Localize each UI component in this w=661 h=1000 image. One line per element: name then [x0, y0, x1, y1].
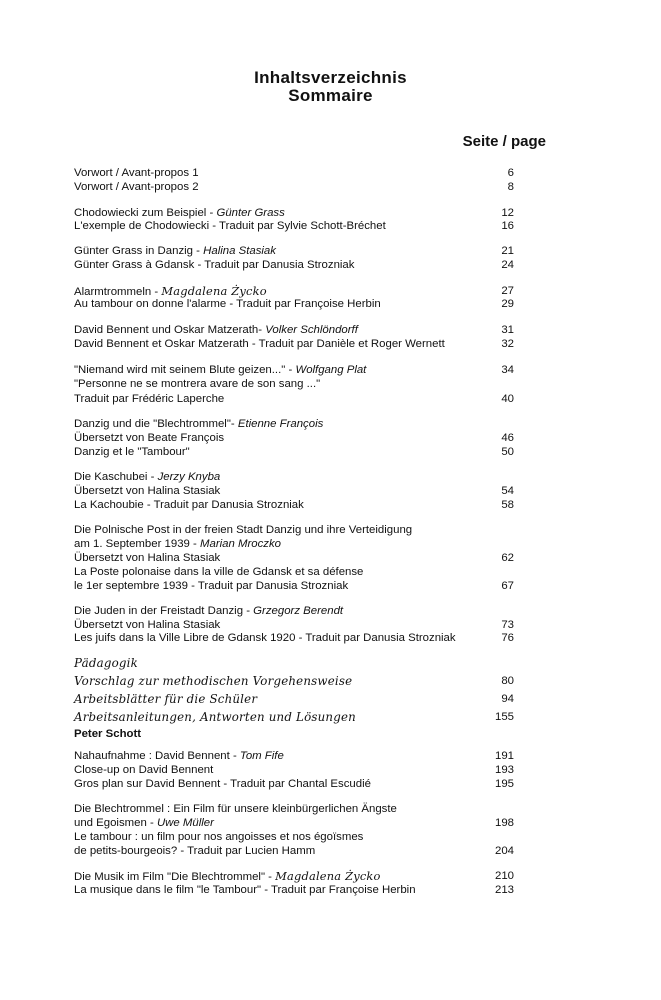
- toc-entry: [74, 244, 514, 258]
- toc-entry-title: [74, 802, 397, 816]
- toc-entry-author: Jerzy Knyba: [157, 471, 221, 483]
- toc-entry: [74, 323, 514, 337]
- toc-entry: [74, 392, 514, 406]
- toc-entry: [74, 498, 514, 512]
- toc-entry-title: [74, 166, 199, 180]
- toc-entry-text: La Poste polonaise dans la ville de Gdansk et sa défense: [74, 566, 364, 578]
- toc-entry-title: [74, 392, 224, 406]
- toc-entry-text: Nahaufnahme : David Bennent -: [74, 750, 240, 762]
- toc-entry-title: [74, 258, 354, 272]
- toc-section-heading: Vorschlag zur methodischen Vorgehensweise: [74, 674, 353, 688]
- toc-section-heading: Arbeitsanleitungen, Antworten und Lösungen: [74, 710, 356, 724]
- toc-entry-title: [74, 727, 141, 741]
- toc-entry-author: Grzegorz Berendt: [253, 605, 344, 617]
- toc-entry-title: [74, 363, 366, 377]
- toc-entry-text: Günter Grass à Gdansk - Traduit par Danusia Strozniak: [74, 259, 355, 271]
- toc-entry-title: [74, 377, 320, 391]
- toc-entry-title: [74, 431, 224, 445]
- toc-entry-page-number: 6: [507, 167, 514, 179]
- toc-entry-title: [74, 579, 348, 593]
- toc-entry: [74, 869, 514, 883]
- toc-entry: [74, 777, 514, 791]
- page-title-german: Inhaltsverzeichnis: [254, 68, 407, 87]
- toc-entry-page-number: 12: [501, 207, 514, 219]
- toc-entry: [74, 579, 514, 593]
- toc-entry: [74, 484, 514, 498]
- toc-entry-title: [74, 219, 386, 233]
- toc-entry: [74, 377, 514, 391]
- toc-entry-title: [74, 180, 199, 194]
- toc-entry-author: Magdalena Życko: [275, 869, 381, 883]
- toc-section-heading: Pädagogik: [74, 656, 138, 670]
- toc-entry-title: [74, 777, 371, 791]
- toc-entry-page-number: 31: [501, 324, 514, 336]
- toc-entry-text: am 1. September 1939 -: [74, 538, 200, 550]
- toc-entry: [74, 431, 514, 445]
- toc-entry-text: Übersetzt von Halina Stasiak: [74, 619, 221, 631]
- toc-entry-page-number: 34: [501, 364, 514, 376]
- toc-entry-title: [74, 883, 416, 897]
- toc-entry-title: [74, 337, 445, 351]
- toc-entry-author: Magdalena Życko: [161, 284, 267, 298]
- page-title-french: Sommaire: [288, 86, 373, 105]
- toc-entry: [74, 727, 514, 741]
- toc-entry-title: [74, 484, 220, 498]
- toc-entry-page-number: 67: [501, 580, 514, 592]
- toc-entry-page-number: 54: [501, 485, 514, 497]
- toc-entry: [74, 631, 514, 645]
- toc-entry-text: La Kachoubie - Traduit par Danusia Strozniak: [74, 499, 304, 511]
- toc-entry-title: [74, 844, 315, 858]
- toc-entry-page-number: 191: [494, 750, 514, 762]
- toc-section-heading: Arbeitsblätter für die Schüler: [74, 692, 258, 706]
- toc-entry-text: "Personne ne se montrera avare de son sang ...": [74, 378, 321, 390]
- toc-entry-title: [74, 323, 358, 337]
- toc-entry-title: [74, 206, 285, 220]
- toc-entry-title: [74, 674, 352, 689]
- toc-entry-text: Danzig und die "Blechtrommel"-: [74, 418, 238, 430]
- toc-entry-page-number: 62: [501, 552, 514, 564]
- toc-entry-text: David Bennent und Oskar Matzerath-: [74, 324, 266, 336]
- toc-entry-author: Volker Schlöndorff: [265, 324, 358, 336]
- toc-entry: [74, 297, 514, 311]
- toc-entry: [74, 749, 514, 763]
- toc-entry-title: [74, 523, 412, 537]
- toc-entry-text: Alarmtrommeln -: [74, 286, 162, 298]
- toc-entry-author: Tom Fife: [239, 750, 284, 762]
- toc-entry-page-number: 155: [494, 711, 514, 723]
- toc-entry-text: Les juifs dans la Ville Libre de Gdansk 1920 - Traduit par Danusia Strozniak: [74, 632, 456, 644]
- toc-entry-page-number: 76: [501, 632, 514, 644]
- toc-entry: [74, 284, 514, 298]
- toc-entry-author: Günter Grass: [216, 207, 285, 219]
- toc-entry: [74, 363, 514, 377]
- toc-entry-text: Vorwort / Avant-propos 2: [74, 181, 199, 193]
- toc-entry: [74, 802, 514, 816]
- toc-entry-page-number: 94: [501, 693, 514, 705]
- toc-entry: [74, 206, 514, 220]
- toc-entry-text: Übersetzt von Halina Stasiak: [74, 552, 221, 564]
- toc-entry-title: [74, 710, 356, 725]
- toc-entry-author: Marian Mroczko: [200, 538, 282, 550]
- toc-entry-text: L'exemple de Chodowiecki - Traduit par Sylvie Schott-Bréchet: [74, 220, 386, 232]
- toc-entry-title: [74, 565, 363, 579]
- toc-entry-title: [74, 869, 381, 884]
- toc-entry: [74, 830, 514, 844]
- toc-entry-text: Close-up on David Bennent: [74, 764, 214, 776]
- toc-entry-title: [74, 763, 213, 777]
- toc-entry-text: David Bennent et Oskar Matzerath - Traduit par Danièle et Roger Wernett: [74, 338, 445, 350]
- toc-entry: [74, 710, 514, 724]
- toc-entry-author: Uwe Müller: [156, 817, 214, 829]
- toc-entry-title: [74, 551, 220, 565]
- toc-entry-text: Die Musik im Film "Die Blechtrommel" -: [74, 871, 276, 883]
- toc-entry-title: [74, 816, 214, 830]
- toc-entry-text: Die Kaschubei -: [74, 471, 158, 483]
- toc-entry-page-number: 29: [501, 298, 514, 310]
- toc-entry-text: le 1er septembre 1939 - Traduit par Danusia Strozniak: [74, 580, 349, 592]
- toc-entry: [74, 523, 514, 537]
- toc-entry-page-number: 58: [501, 499, 514, 511]
- toc-entry-title: [74, 244, 276, 258]
- toc-entry-page-number: 195: [494, 778, 514, 790]
- toc-entry-text: Die Blechtrommel : Ein Film für unsere kleinbürgerlichen Ängste: [74, 803, 397, 815]
- toc-entry-page-number: 21: [501, 245, 514, 257]
- toc-entry-text: de petits-bourgeois? - Traduit par Lucien Hamm: [74, 845, 316, 857]
- toc-entry-text: Gros plan sur David Bennent - Traduit par Chantal Escudié: [74, 778, 371, 790]
- toc-entry: [74, 219, 514, 233]
- toc-entry-title: [74, 830, 363, 844]
- toc-entry-page-number: 50: [501, 446, 514, 458]
- toc-entry-title: [74, 498, 304, 512]
- page-column-header: Seite / page: [462, 133, 546, 150]
- toc-entry-title: [74, 604, 343, 618]
- toc-entry-text: und Egoismen -: [74, 817, 157, 829]
- toc-entry: [74, 618, 514, 632]
- toc-entry-text: La musique dans le film "le Tambour" - Traduit par Françoise Herbin: [74, 884, 416, 896]
- toc-entry-text: "Niemand wird mit seinem Blute geizen..." -: [74, 364, 296, 376]
- toc-entry-text: Traduit par Frédéric Laperche: [74, 393, 225, 405]
- toc-entry-text: Chodowiecki zum Beispiel -: [74, 207, 217, 219]
- toc-entry: [74, 258, 514, 272]
- toc-entry: [74, 692, 514, 706]
- toc-entry: [74, 537, 514, 551]
- toc-entry-page-number: 210: [494, 870, 514, 882]
- toc-entry: [74, 656, 514, 670]
- toc-entry-page-number: 24: [501, 259, 514, 271]
- toc-entry: [74, 417, 514, 431]
- toc-entry-text: Die Juden in der Freistadt Danzig -: [74, 605, 254, 617]
- toc-entry-page-number: 204: [494, 845, 514, 857]
- toc-entry: [74, 470, 514, 484]
- toc-entry: [74, 674, 514, 688]
- toc-entry-text: Le tambour : un film pour nos angoisses et nos égoïsmes: [74, 831, 364, 843]
- toc-entry-page-number: 16: [501, 220, 514, 232]
- toc-entry: [74, 604, 514, 618]
- toc-entry-title: [74, 656, 138, 671]
- toc-entry-title: [74, 537, 281, 551]
- toc-entry-title: [74, 470, 220, 484]
- toc-entry-page-number: 27: [501, 285, 514, 297]
- toc-entry-page-number: 8: [507, 181, 514, 193]
- toc-entry: [74, 883, 514, 897]
- toc-entry-page-number: 32: [501, 338, 514, 350]
- toc-entry-page-number: 193: [494, 764, 514, 776]
- toc-entry-text: Übersetzt von Beate François: [74, 432, 225, 444]
- toc-entry-page-number: 73: [501, 619, 514, 631]
- toc-entry: [74, 166, 514, 180]
- toc-entry: [74, 763, 514, 777]
- toc-entry: [74, 565, 514, 579]
- toc-entry: [74, 816, 514, 830]
- toc-entry-page-number: 46: [501, 432, 514, 444]
- toc-entry: [74, 337, 514, 351]
- toc-section-author: Peter Schott: [74, 728, 142, 740]
- toc-entry-title: [74, 692, 257, 707]
- toc-entry-author: Etienne François: [237, 418, 324, 430]
- toc-entry-title: [74, 631, 456, 645]
- toc-entry-title: [74, 749, 284, 763]
- toc-entry: [74, 551, 514, 565]
- toc-entry-text: Übersetzt von Halina Stasiak: [74, 485, 221, 497]
- toc-entry-author: Halina Stasiak: [203, 245, 276, 257]
- toc-entry-text: Au tambour on donne l'alarme - Traduit par Françoise Herbin: [74, 298, 381, 310]
- toc-entry-author: Wolfgang Plat: [295, 364, 367, 376]
- toc-entry-page-number: 213: [494, 884, 514, 896]
- toc-entry: [74, 180, 514, 194]
- toc-entry-text: Die Polnische Post in der freien Stadt Danzig und ihre Verteidigung: [74, 524, 413, 536]
- toc-entry-text: Vorwort / Avant-propos 1: [74, 167, 199, 179]
- toc-entry-page-number: 198: [494, 817, 514, 829]
- toc-entry-page-number: 40: [501, 393, 514, 405]
- toc-entry: [74, 445, 514, 459]
- toc-entry-title: [74, 297, 381, 311]
- toc-entry-text: Günter Grass in Danzig -: [74, 245, 204, 257]
- toc-entry-page-number: 80: [501, 675, 514, 687]
- toc-entry-title: [74, 618, 220, 632]
- toc-entry: [74, 844, 514, 858]
- toc-entry-text: Danzig et le "Tambour": [74, 446, 190, 458]
- toc-entry-title: [74, 417, 323, 431]
- toc-entry-title: [74, 445, 190, 459]
